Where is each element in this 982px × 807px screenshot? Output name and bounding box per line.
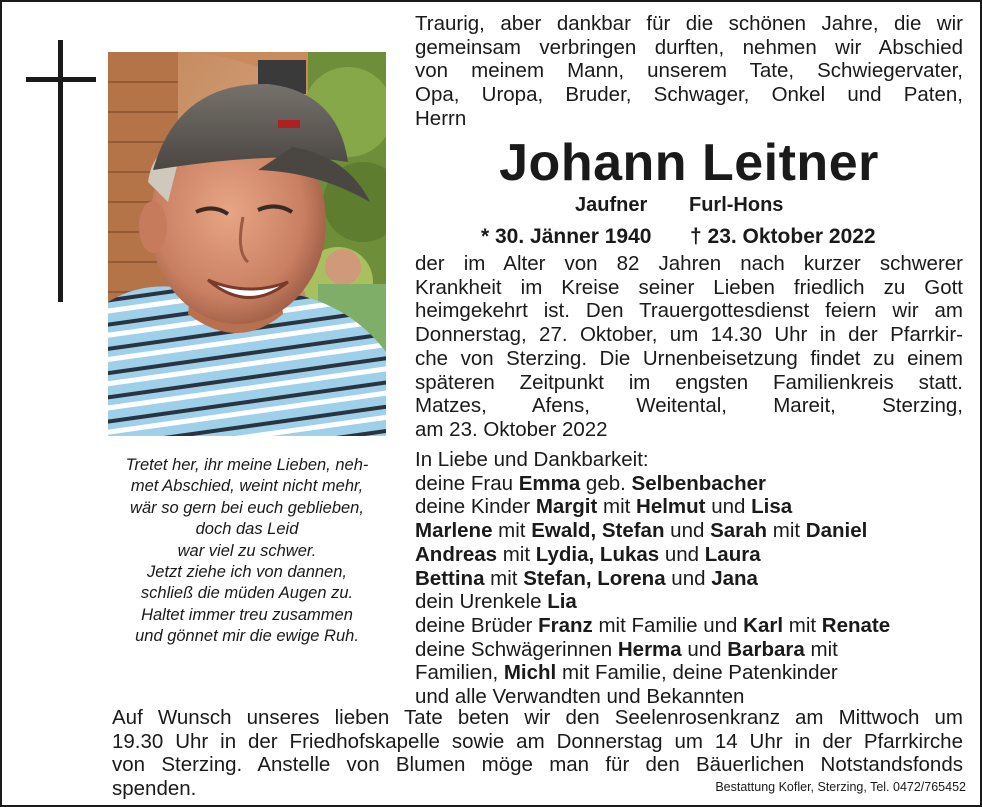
intro-text xyxy=(415,12,963,131)
poem-line: doch das Leid xyxy=(195,520,299,539)
body-line: heimgekehrt ist. Den Trauergottesdienst feiern wir am xyxy=(415,299,963,323)
intro-line: von meinem Mann, unserem Tate, Schwiegervater, xyxy=(415,59,963,83)
poem-line: Tretet her, ihr meine Lieben, neh- xyxy=(125,456,369,474)
footer-line: von Sterzing. Anstelle von Blumen möge man für den Bäuerlichen Notstandsfonds xyxy=(112,753,963,777)
birth-date: * 30. Jänner 1940 xyxy=(481,225,652,248)
footer-line: 19.30 Uhr in der Friedhofskapelle sowie am Donnerstag um 14 Uhr in der Pfarrkirche xyxy=(112,729,963,753)
poem xyxy=(102,455,392,648)
body-line: späteren Zeitpunkt im engsten Familienkreis statt. xyxy=(415,370,963,394)
body-line: Donnerstag, 27. Oktober, um 14.30 Uhr in der Pfarrkir- xyxy=(415,323,963,347)
funeral-home-credit: Bestattung Kofler, Sterzing, Tel. 0472/765452 xyxy=(715,780,966,794)
footer-line: spenden. xyxy=(112,777,197,801)
nickname: Jaufner xyxy=(575,194,648,216)
poem-line: met Abschied, weint nicht mehr, xyxy=(130,477,364,496)
mourner-line: dein Urenkele Lia xyxy=(415,590,577,614)
mourner-line: Marlene mit Ewald, Stefan und Sarah mit Daniel xyxy=(415,519,868,543)
portrait-photo xyxy=(108,52,386,436)
mourners-list xyxy=(415,448,963,709)
death-date: † 23. Oktober 2022 xyxy=(690,225,876,248)
poem-line: schließ die müden Augen zu. xyxy=(140,584,354,603)
intro-line: Opa, Uropa, Bruder, Schwager, Onkel und Paten, xyxy=(415,83,963,107)
poem-line: und gönnet mir die ewige Ruh. xyxy=(135,627,359,646)
mourner-line: Andreas mit Lydia, Lukas und Laura xyxy=(415,542,761,566)
mourner-line: und alle Verwandten und Bekannten xyxy=(415,685,745,709)
portrait-image xyxy=(108,52,386,436)
mourners-intro: In Liebe und Dankbarkeit: xyxy=(415,448,649,471)
intro-line: gemeinsam verbringen durften, nehmen wir Abschied xyxy=(415,35,963,59)
place-date: am 23. Oktober 2022 xyxy=(415,417,608,441)
mourner-line: deine Schwägerinnen Herma und Barbara mit xyxy=(415,637,838,661)
body-line: che von Sterzing. Die Urnenbeisetzung findet zu einem xyxy=(415,346,963,370)
cross-icon-bar xyxy=(26,77,96,82)
body-line: Krankheit im Kreise seiner Lieben friedlich zu Gott xyxy=(415,275,963,299)
poem-line: wär so gern bei euch geblieben, xyxy=(130,498,364,517)
poem-line: Haltet immer treu zusammen xyxy=(141,605,353,624)
mourner-line: deine Frau Emma geb. Selbenbacher xyxy=(415,471,766,495)
poem-line: war viel zu schwer. xyxy=(177,541,317,560)
footer-line: Auf Wunsch unseres lieben Tate beten wir den Seelenrosenkranz am Mittwoch um xyxy=(112,706,963,729)
mourner-line: Bettina mit Stefan, Lorena und Jana xyxy=(415,566,758,590)
poem-line: Jetzt ziehe ich von dannen, xyxy=(147,563,347,582)
mourner-line: deine Brüder Franz mit Familie und Karl mit Renate xyxy=(415,613,891,637)
intro-line: Traurig, aber dankbar für die schönen Jahre, die wir xyxy=(415,12,963,35)
body-line: der im Alter von 82 Jahren nach kurzer schwerer xyxy=(415,252,963,275)
mourner-line: deine Kinder Margit mit Helmut und Lisa xyxy=(415,495,793,519)
nickname: Furl-Hons xyxy=(689,194,784,216)
mourner-line: Familien, Michl mit Familie, deine Patenkinder xyxy=(415,661,838,685)
deceased-name: Johann Leitner xyxy=(499,134,879,192)
places: Matzes, Afens, Weitental, Mareit, Sterzing, xyxy=(415,394,963,418)
death-announcement xyxy=(415,252,963,442)
intro-line: Herrn xyxy=(415,106,467,130)
